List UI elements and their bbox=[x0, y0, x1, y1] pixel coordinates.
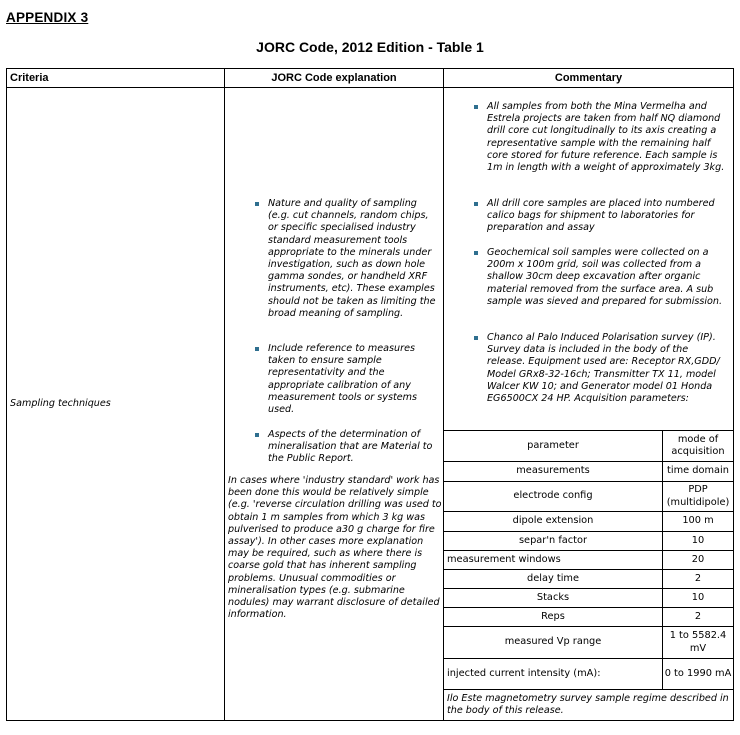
bullet-icon bbox=[255, 347, 259, 351]
bullet-icon bbox=[474, 105, 478, 109]
bullet-icon bbox=[474, 336, 478, 340]
explanation-bullet: Include reference to measures taken to ensure sample representativity and the appropriate calibration of any measurement tools or systems used. bbox=[268, 343, 440, 416]
explanation-bullet: Aspects of the determination of mineralisation that are Material to the Public Report. bbox=[268, 429, 442, 466]
bullet-icon bbox=[255, 433, 259, 437]
commentary-bullet: All samples from both the Mina Vermelha and Estrela projects are taken from half NQ diamond drill core cut longitudinally to its axis creating a representative sample with the remaining half core stored for future reference. Each sample is 1m in length with a weight of approximately 3kg. bbox=[487, 101, 729, 174]
value-cell: time domain bbox=[667, 465, 729, 477]
param-cell: measurements bbox=[516, 465, 590, 477]
value-cell: 10 bbox=[691, 591, 705, 603]
commentary-note: Ilo Este magnetometry survey sample regime described in the body of this release. bbox=[447, 693, 729, 717]
value-cell: 2 bbox=[694, 572, 702, 584]
explanation-paragraph: In cases where 'industry standard' work has been done this would be relatively simple (e.g. 'reverse circulation drilling was used to obtain 1 m samples from which 3 kg was pulverised to produce a30 g charge for fire assay'). In other cases more explanation may be required, such as where there is coarse gold that has inherent sampling problems. Unusual commodities or mineralisation types (e.g. submarine nodules) may warrant disclosure of detailed information. bbox=[228, 475, 442, 621]
explanation-bullet: Nature and quality of sampling (e.g. cut channels, random chips, or specific specialised industry standard measurement tools appropriate to the minerals under investigation, such as down hole gamma sondes, or handheld XRF instruments, etc). These examples should not be taken as limiting the broad meaning of sampling. bbox=[268, 198, 440, 320]
appendix-label: APPENDIX 3 bbox=[6, 10, 89, 25]
header-explanation: JORC Code explanation bbox=[271, 72, 397, 84]
commentary-bullet: Geochemical soil samples were collected on a 200m x 100m grid, soil was collected from a shallow 30cm deep excavation after organic material removed from the surface area. A sub sample was sieved and prepared for submission. bbox=[487, 247, 729, 308]
value-cell: 1 to 5582.4 mV bbox=[669, 630, 727, 654]
criteria-cell: Sampling techniques bbox=[10, 398, 111, 409]
value-cell: 2 bbox=[694, 610, 702, 622]
param-cell: Reps bbox=[541, 610, 565, 622]
bullet-icon bbox=[474, 202, 478, 206]
param-cell: delay time bbox=[526, 572, 580, 584]
value-cell: 10 bbox=[691, 534, 705, 546]
param-cell: Stacks bbox=[536, 591, 570, 603]
param-cell: separ'n factor bbox=[518, 534, 588, 546]
bullet-icon bbox=[474, 251, 478, 255]
param-cell: injected current intensity (mA): bbox=[447, 667, 601, 679]
value-cell: 0 to 1990 mA bbox=[664, 667, 732, 679]
bullet-icon bbox=[255, 202, 259, 206]
header-criteria: Criteria bbox=[10, 72, 49, 84]
header-commentary: Commentary bbox=[554, 72, 623, 84]
commentary-bullet: All drill core samples are placed into numbered calico bags for shipment to laboratories for preparation and assay bbox=[487, 198, 729, 235]
param-cell: parameter bbox=[527, 439, 579, 451]
value-cell: mode of acquisition bbox=[671, 433, 725, 457]
commentary-bullet: Chanco al Palo Induced Polarisation survey (IP). Survey data is included in the body of the release. Equipment used are: Receptor RX,GDD/ Model GRx8-32-16ch; Transmitter TX 11, model Walcer KW 10; and Generator model 01 Honda EG6500CX 24 HP. Acquisition parameters: bbox=[487, 332, 729, 405]
column-divider bbox=[224, 68, 225, 720]
table-title: JORC Code, 2012 Edition - Table 1 bbox=[256, 39, 484, 55]
row-divider bbox=[443, 689, 733, 690]
header-divider bbox=[6, 87, 733, 88]
param-cell: measured Vp range bbox=[504, 636, 602, 648]
value-cell: 20 bbox=[691, 553, 705, 565]
value-cell: PDP (multidipole) bbox=[666, 484, 730, 508]
param-cell: electrode config bbox=[513, 490, 593, 502]
value-cell: 100 m bbox=[682, 515, 714, 527]
param-cell: dipole extension bbox=[512, 515, 594, 527]
param-cell: measurement windows bbox=[447, 553, 561, 565]
